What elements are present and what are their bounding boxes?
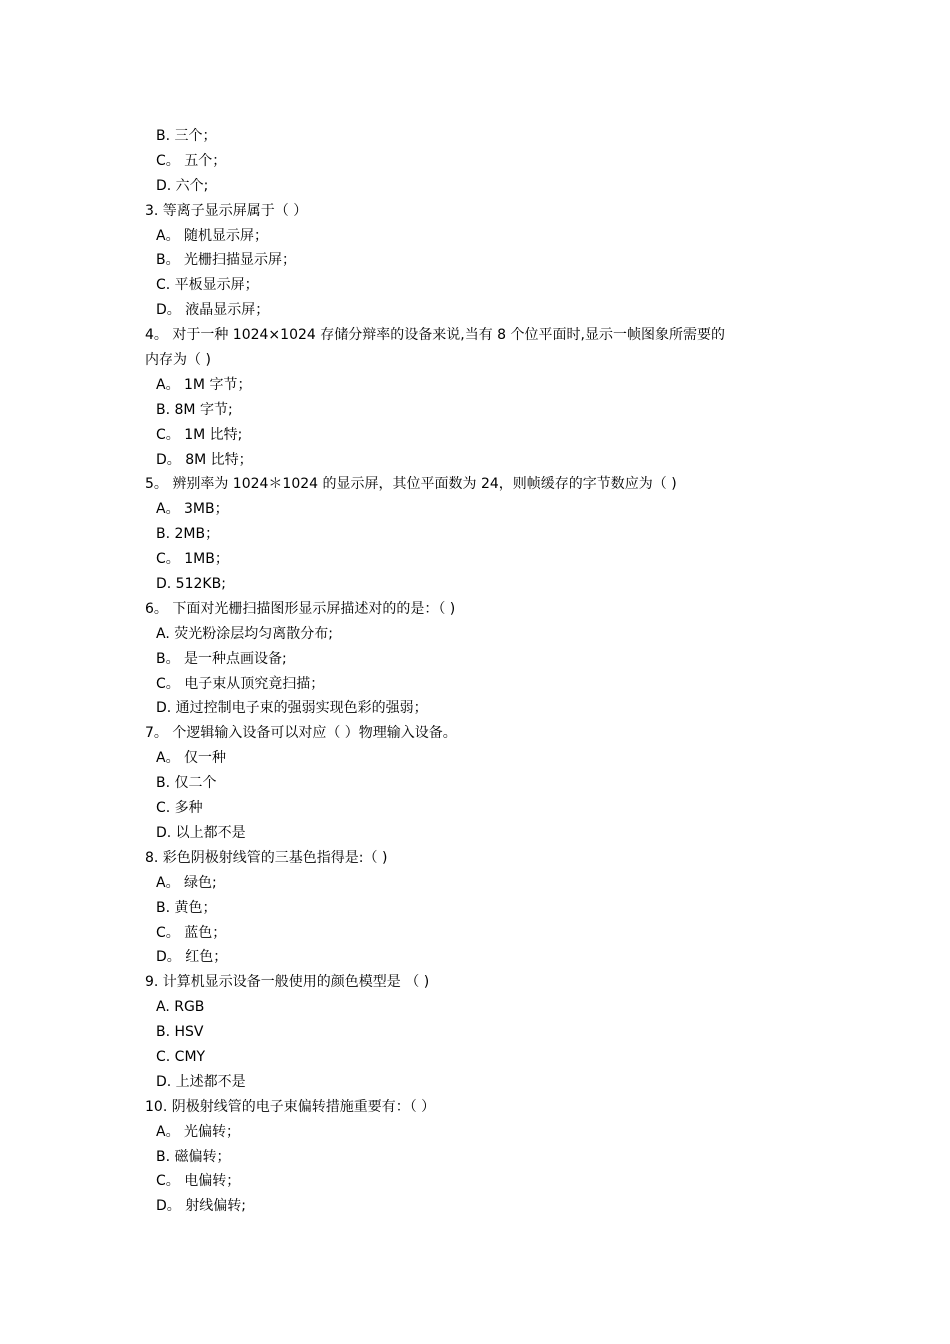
answer-option: C. 多种 [156,800,203,817]
answer-option: B. 磁偏转； [156,1148,231,1165]
answer-option: A. 荧光粉涂层均匀离散分布; [156,625,333,642]
answer-option: C。 蓝色； [156,924,227,941]
answer-option: A。 随机显示屏； [156,227,269,244]
question-text: 6。 下面对光栅扫描图形显示屏描述对的的是：（ ) [145,600,456,617]
question-text: 3. 等离子显示屏属于（ ） [145,202,308,219]
answer-option: B. 2MB； [156,526,220,543]
answer-option: D。 液晶显示屏； [156,302,270,319]
answer-option: A。 绿色; [156,874,217,891]
answer-option: A。 3MB； [156,501,229,518]
answer-option: B。 是一种点画设备; [156,650,287,667]
answer-option: B. HSV [156,1024,204,1041]
answer-option: D. 通过控制电子束的强弱实现色彩的强弱； [156,700,428,717]
answer-option: C. CMY [156,1048,206,1065]
question-text: 7。 个逻辑输入设备可以对应（ ）物理输入设备。 [145,725,457,742]
document-body [145,124,810,1219]
answer-option: C。 1M 比特; [156,426,243,443]
answer-option: D。 射线偏转; [156,1198,246,1215]
answer-option: C. 平板显示屏； [156,277,259,294]
answer-option: B。 光栅扫描显示屏； [156,252,297,269]
answer-option: B. 仅二个 [156,775,217,792]
answer-option: B. 三个； [156,128,217,144]
question-text: 9. 计算机显示设备一般使用的颜色模型是 （ ) [145,974,430,991]
answer-option: A. RGB [156,999,205,1016]
answer-option: D. 512KB; [156,576,226,593]
answer-option: B. 黄色； [156,899,217,916]
question-text: 8. 彩色阴极射线管的三基色指得是:（ ) [145,849,388,866]
answer-option: D. 六个; [156,177,209,194]
answer-option: A。 光偏转； [156,1123,241,1140]
answer-option: A。 1M 字节； [156,376,252,393]
question-text: 10. 阴极射线管的电子束偏转措施重要有：（ ） [145,1098,436,1115]
answer-option: C。 1MB； [156,551,229,568]
answer-option: D。 红色； [156,949,228,966]
question-text: 4。 对于一种 1024×1024 存储分辩率的设备来说,当有 8 个位平面时,显示一帧图象所需要的 [145,327,725,344]
answer-option: D。 8M 比特； [156,451,253,468]
answer-option: B. 8M 字节; [156,401,233,418]
answer-option: C。 电偏转； [156,1173,241,1190]
answer-option: C。 五个； [156,152,227,169]
answer-option: C。 电子束从顶究竟扫描； [156,675,325,692]
answer-option: D. 以上都不是 [156,824,246,841]
answer-option: A。 仅一种 [156,750,227,767]
answer-option: D. 上述都不是 [156,1073,246,1090]
question-text: 5。 辨别率为 1024＊1024 的显示屏，其位平面数为 24，则帧缓存的字节数应为（ ) [145,476,677,493]
question-text: 内存为（ ) [145,352,211,369]
